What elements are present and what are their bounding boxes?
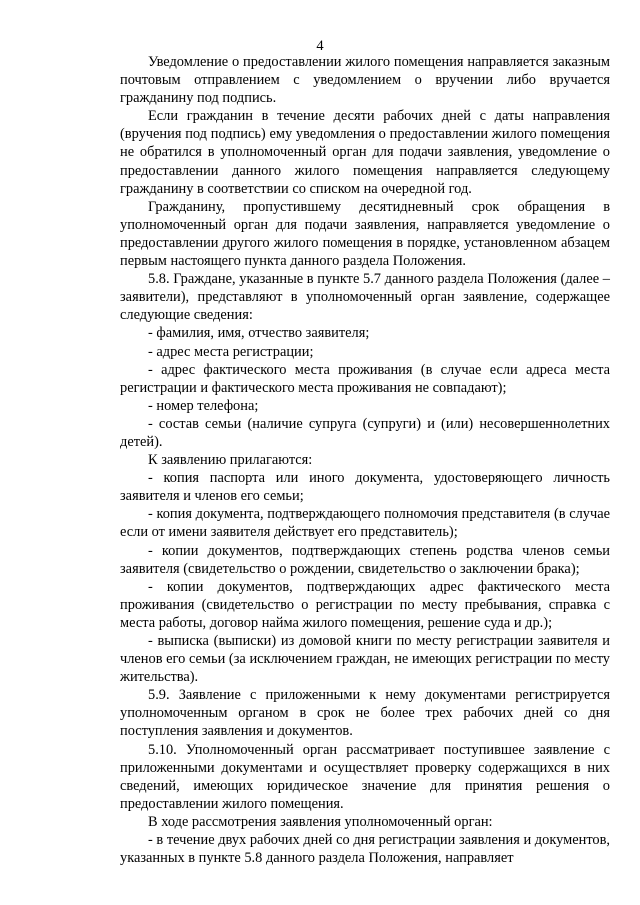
list-item-power-of-attorney: - копия документа, подтверждающего полномочия представителя (в случае если от имени заявителя действует его представитель); — [120, 506, 610, 541]
paragraph-notice-delivery: Уведомление о предоставлении жилого помещения направляется заказным почтовым отправлением с уведомлением о вручении либо вручается гражданину под подпись. — [120, 54, 610, 107]
paragraph-missed-deadline: Гражданину, пропустившему десятидневный срок обращения в уполномоченный орган для подачи заявления, направляется уведомление о предоставлении другого жилого помещения в порядке, установленном абзацем первым настоящего пункта данного раздела Положения. — [120, 198, 610, 270]
list-item-family: - состав семьи (наличие супруга (супруги) и (или) несовершеннолетних детей). — [120, 415, 610, 450]
paragraph-attachments-intro: К заявлению прилагаются: — [148, 452, 313, 469]
paragraph-section-5-10: 5.10. Уполномоченный орган рассматривает поступившее заявление с приложенными документами и осуществляет проверку содержащихся в них сведений, имеющих юридическое значение для принятия решения о предоставлении жилого помещения. — [120, 741, 610, 812]
list-item-phone: - номер телефона; — [148, 397, 259, 414]
paragraph-section-5-8: 5.8. Граждане, указанные в пункте 5.7 данного раздела Положения (далее – заявители), представляют в уполномоченный орган заявление, содержащее следующие сведения: — [120, 271, 610, 324]
list-item-residence-docs: - копии документов, подтверждающих адрес фактического места проживания (свидетельство о регистрации по месту пребывания, справка с места работы, договор найма жилого помещения, решение суда и др.); — [120, 578, 610, 631]
list-item-kinship-docs: - копии документов, подтверждающих степень родства членов семьи заявителя (свидетельство о рождении, свидетельство о заключении брака); — [120, 542, 610, 577]
list-item-house-book-extract: - выписка (выписки) из домовой книги по месту регистрации заявителя и членов его семьи (за исключением граждан, не имеющих регистрации по месту жительства). — [120, 633, 610, 686]
page-number: 4 — [316, 38, 324, 54]
list-item-passport-copy: - копия паспорта или иного документа, удостоверяющего личность заявителя и членов его семьи; — [120, 470, 610, 505]
list-item-registration-address: - адрес места регистрации; — [148, 343, 314, 360]
paragraph-review-intro: В ходе рассмотрения заявления уполномоченный орган: — [148, 813, 493, 830]
list-item-two-days-request: - в течение двух рабочих дней со дня регистрации заявления и документов, указанных в пункте 5.8 данного раздела Положения, направляет — [120, 832, 610, 867]
list-item-full-name: - фамилия, имя, отчество заявителя; — [148, 325, 370, 342]
list-item-actual-address: - адрес фактического места проживания (в случае если адреса места регистрации и фактического места проживания не совпадают); — [120, 361, 610, 396]
paragraph-section-5-9: 5.9. Заявление с приложенными к нему документами регистрируется уполномоченным органом в срок не более трех рабочих дней со дня поступления заявления и документов. — [120, 687, 610, 740]
paragraph-ten-days-rule: Если гражданин в течение десяти рабочих дней с даты направления (вручения под подпись) ему уведомления о предоставлении жилого помещения не обратился в уполномоченный орган для подачи заявления, уведомление о предоставлении данного жилого помещения направляется следующему гражданину в соответствии со списком на очередной год. — [120, 108, 610, 197]
document-body — [120, 53, 610, 867]
